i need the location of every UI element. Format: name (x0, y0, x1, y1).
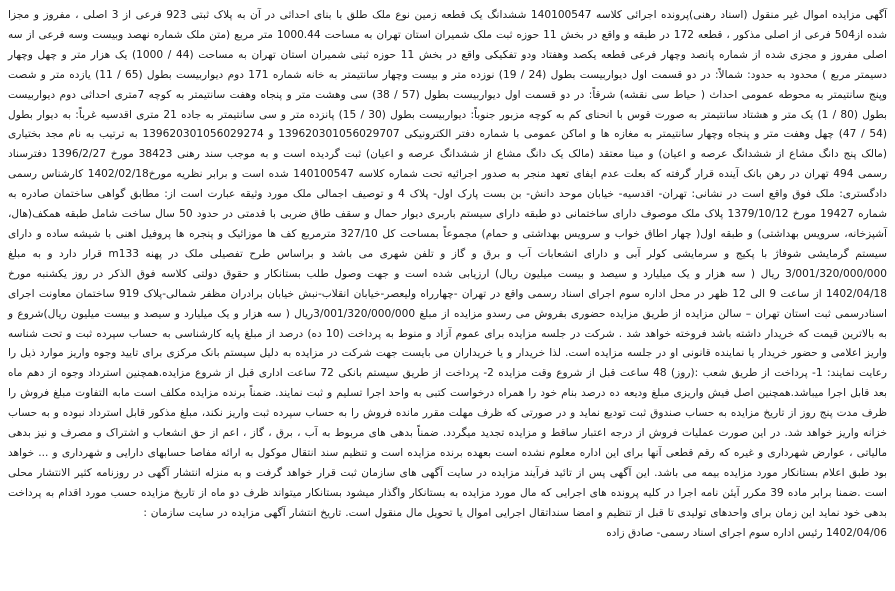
notice-body-text: آگهی مزایده اموال غیر منقول (اسناد رهنی)پرونده اجرائی کلاسه 140100547 ششدانگ یک قطعه زمین نوع ملک طلق با بنای احداثی در آن به پلاک ثبتی 923 فرعی از 3 اصلی ، مفروز و مجزا شده از504 فرعی از اصلی مذکور ، قطعه 172 در طبقه و واقع در بخش 11 حوزه ثبت ملک شمیران استان تهران به مساحت 1000.44 متر مربع (متن ملک شماره نهصد وبیست وسه فرعی از سه اصلی مفروز و مجزی شده از شماره پانصد وچهار فرعی قطعه یکصد وهفتاد ودو تفکیکی واقع در بخش 11 حوزه ثبتی شمیران استان تهران به مساحت (44 / 1000) یک هزار متر و چهل وچهار دسیمتر مربع ) محدود به حدود: شمالاً: در دو قسمت اول دیواربیست بطول (24 / 19) نوزده متر و بیست وچهار سانتیمتر به خانه شماره 171 دوم دیواربیست بطول (65 / 11) یازده متر و شصت وپنج سانتیمتر به محوطه عمومی احداث ( حیاط سی نقشه) شرقاً: در دو قسمت اول دیواربیست بطول (57 / 38) سی وهشت متر و پنجاه وهفت سانتیمتر به کوچه 7متری احداثی دوم دیواربیست بطول (80 / 1) یک متر و هشتاد سانتیمتر به صورت قوس با انحنای کم به کوچه مزبور جنوباً: دیواربیست بطول (30 / 15) پانزده متر و سی سانتیمتر به جاده 21 متری اقدسیه غرباً: به دیوار بطول (54 / 47) چهل وهفت متر و پنجاه وچهار سانتیمتر به مغازه ها و اماکن عمومی با شماره دفتر الکترونیکی 139620301056029707 و 139620301056029274 به ترتیب به نام مجد بختیاری (مالک پنج دانگ مشاع از ششدانگ عرصه و اعیان) و مینا معتقد (مالک یک دانگ مشاع از ششدانگ عرصه و اعیان) ثبت گردیده است و به موجب سند رهنی 38423 مورخ 1396/2/27 دفترسناد رسمی 494 تهران در رهن بانک آینده قرار گرفته که بعلت عدم ایفای تعهد منجر به صدور اجرائیه تحت شماره کلاسه 140100547 شده است و برابر نظریه مورخ1402/02/18 کارشناس رسمی دادگستری: ملک فوق واقع است در نشانی: تهران- اقدسیه- خیابان موحد دانش- بن بست پارک اول- پلاک 4 و توصیف اجمالی ملک مورد وثیقه عبارت است از: مطابق گواهی ساختمان صادره به شماره 19427 مورخ 1379/10/12 پلاک ملک موصوف دارای ساختمانی دو طبقه دارای سیستم باربری دیوار حمال و سقف طاق ضربی با قدمتی در حدود 50 سال ساخت شامل طبقه همکف(هال، آشپزخانه، سرویس بهداشتی) و طبقه اول( چهار اطاق خواب و سرویس بهداشتی و حمام) مجموعاً بمساحت کل 327/10 مترمربع کف ها موزائیک و پنجره ها پروفیل اهنی با شیشه ساده و دارای سیستم گرمایشی شوفاژ با پکیج و سرمایشی کولر آبی و دارای انشعابات آب و برق و گاز و تلفن شهری می باشد و براساس طرح تفصیلی ملک در پهنه m133 قرار دارد و به مبلغ 3/001/320/000/000 ریال ( سه هزار و یک میلیارد و سیصد و بیست میلیون ریال) ارزیابی شده است و جهت وصول طلب بستانکار و حقوق دولتی کلاسه فوق الذکر در روز یکشنبه مورخ 1402/04/18 از ساعت 9 الی 12 ظهر در محل اداره سوم اجرای اسناد رسمی واقع در تهران -چهارراه ولیعصر-خیابان انقلاب-نبش خیابان برادران مظفر شمالی-پلاک 919 ساختمان معاونت اجرای اسنادرسمی ثبت استان تهران – سالن مزایده از طریق مزایده حضوری بفروش می رسدو مزایده از مبلغ 3/001/320/000/000ریال ( سه هزار و یک میلیارد و سیصد و بیست میلیون ریال)شروع و به بالاترین قیمت که خریدار داشته باشد فروخته خواهد شد . شرکت در جلسه مزایده برای عموم آزاد و منوط به پرداخت (10 ده) درصد از مبلغ پایه کارشناسی به حساب سپرده ثبت و تحت شناسه واریز اعلامی و حضور خریدار یا نماینده قانونی او در جلسه مزایده است. لذا خریدار و یا خریداران می بایست جهت شرکت در مزایده به دلیل سیستم بانک مرکزی برای تایید وجوه واریز موارد ذیل را رعایت نمایند: 1- پرداخت از طریق شعب :(روز) 48 ساعت قبل از شروع وقت مزایده 2- پرداخت از طریق سیستم بانکی 72 ساعت اداری قبل از شروع مزایده.همچنین استرداد وجوه از دهم ماه بعد قابل اجرا میباشد.همچنین اصل فیش واریزی مبلغ ودیعه ده درصد بنام خود را همراه درخواست کتبی به واحد اجرا تسلیم و ثبت نمایند. ضمناً برنده مزایده مکلف است مابه التفاوت مبلغ فروش را ظرف مدت پنج روز از تاریخ مزایده به حساب صندوق ثبت تودیع نماید و در صورتی که ظرف مهلت مقرر مانده فروش را به حساب سپرده ثبت واریز نکند، مبلغ مذکور قابل استرداد نبوده و به حساب خزانه واریز خواهد شد. در این صورت عملیات فروش از درجه اعتبار ساقط و مزایده تجدید میگردد. ضمناً بدهی های مربوط به آب ، برق ، گاز ، اعم از حق انشعاب و اشتراک و مصرف و نیز بدهی مالیاتی ، عوارض شهرداری و غیره که رقم قطعی آنها برای این اداره معلوم نشده است بعهده برنده مزایده است و تنظیم سند انتقال موکول به ارائه مفاصا حسابهای دارایی و شهرداری و ... خواهد بود طبق اعلام بستانکار مورد مزایده بیمه می باشد. این آگهی پس از تائید فرآیند مزایده در سایت آگهی های سازمان ثبت قرار خواهد گرفت و به منزله انتشار آگهی در روزنامه کثیر الانتشار محلی است .ضمنا برابر ماده 39 مکرر آیئن نامه اجرا در کلیه پرونده های اجرایی که مال مورد مزایده به بستانکار واگذار میشود بستانکار میتواند ظرف دو ماه از تاریخ مزایده حسب مورد اقدام به پرداخت بدهی خود نماید این زمان برای واحدهای تولیدی تا قبل از تنظیم و امضا سنداتقال اجرایی اموال یا تحویل مال منقول است. تاریخ انتشار آگهی مزایده در سایت سازمان : (8, 9, 888, 519)
notice-signature-line: 1402/04/06 رئیس اداره سوم اجرای اسناد رسمی- صادق زاده (606, 526, 887, 539)
